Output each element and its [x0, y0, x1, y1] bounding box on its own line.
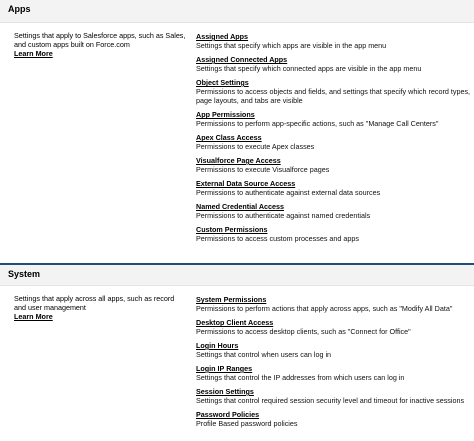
list-item — [196, 225, 472, 243]
item-description: Settings that specify which connected apps are visible in the app menu — [196, 64, 422, 73]
item-description: Permissions to perform actions that apply across apps, such as "Modify All Data" — [196, 304, 453, 313]
item-description: Settings that control when users can log in — [196, 350, 332, 359]
apps-description: Settings that apply to Salesforce apps, such as Sales, and custom apps built on Force.com — [14, 31, 186, 49]
list-item — [196, 295, 472, 313]
system-description: Settings that apply across all apps, such as record and user management — [14, 294, 175, 312]
system-permissions-link[interactable]: System Permissions — [196, 295, 267, 304]
list-item — [196, 179, 472, 197]
app-permissions-link[interactable]: App Permissions — [196, 110, 255, 119]
custom-permissions-link[interactable]: Custom Permissions — [196, 225, 268, 234]
item-description: Permissions to authenticate against named credentials — [196, 211, 371, 220]
login-ip-ranges-link[interactable]: Login IP Ranges — [196, 364, 253, 373]
assigned-connected-apps-link[interactable]: Assigned Connected Apps — [196, 55, 288, 64]
visualforce-page-access-link[interactable]: Visualforce Page Access — [196, 156, 281, 165]
list-item — [196, 318, 472, 336]
system-section-body — [0, 286, 474, 441]
list-item — [196, 387, 472, 405]
system-settings-list — [196, 295, 472, 433]
item-description: Settings that control required session security level and timeout for inactive sessions — [196, 396, 465, 405]
apps-section-header — [0, 0, 474, 23]
item-description: Profile Based password policies — [196, 419, 298, 428]
desktop-client-access-link[interactable]: Desktop Client Access — [196, 318, 274, 327]
system-description-block — [14, 294, 186, 321]
item-description: Settings that control the IP addresses from which users can log in — [196, 373, 405, 382]
apps-section-body — [0, 23, 474, 263]
password-policies-link[interactable]: Password Policies — [196, 410, 260, 419]
apps-description-block — [14, 31, 186, 58]
list-item — [196, 32, 472, 50]
list-item — [196, 341, 472, 359]
item-description: Permissions to execute Visualforce pages — [196, 165, 330, 174]
system-section-title: System — [8, 269, 41, 279]
list-item — [196, 78, 472, 105]
item-description: Permissions to authenticate against external data sources — [196, 188, 381, 197]
list-item — [196, 410, 472, 428]
apps-section-title: Apps — [8, 4, 31, 14]
external-data-source-access-link[interactable]: External Data Source Access — [196, 179, 296, 188]
item-description: Permissions to access custom processes and apps — [196, 234, 359, 243]
list-item — [196, 156, 472, 174]
session-settings-link[interactable]: Session Settings — [196, 387, 254, 396]
item-description: Permissions to perform app-specific actions, such as "Manage Call Centers" — [196, 119, 439, 128]
list-item — [196, 133, 472, 151]
named-credential-access-link[interactable]: Named Credential Access — [196, 202, 285, 211]
list-item — [196, 55, 472, 73]
apex-class-access-link[interactable]: Apex Class Access — [196, 133, 262, 142]
list-item — [196, 364, 472, 382]
system-section-header — [0, 263, 474, 286]
login-hours-link[interactable]: Login Hours — [196, 341, 239, 350]
list-item — [196, 202, 472, 220]
object-settings-link[interactable]: Object Settings — [196, 78, 249, 87]
item-description: Permissions to execute Apex classes — [196, 142, 315, 151]
item-description: Permissions to access desktop clients, such as "Connect for Office" — [196, 327, 411, 336]
item-description: Permissions to access objects and fields, and settings that specify which record types, page layouts, and tabs are visible — [196, 87, 471, 105]
apps-settings-list — [196, 32, 472, 248]
system-learn-more-link[interactable]: Learn More — [14, 312, 53, 321]
apps-learn-more-link[interactable]: Learn More — [14, 49, 53, 58]
list-item — [196, 110, 472, 128]
item-description: Settings that specify which apps are visible in the app menu — [196, 41, 387, 50]
assigned-apps-link[interactable]: Assigned Apps — [196, 32, 249, 41]
